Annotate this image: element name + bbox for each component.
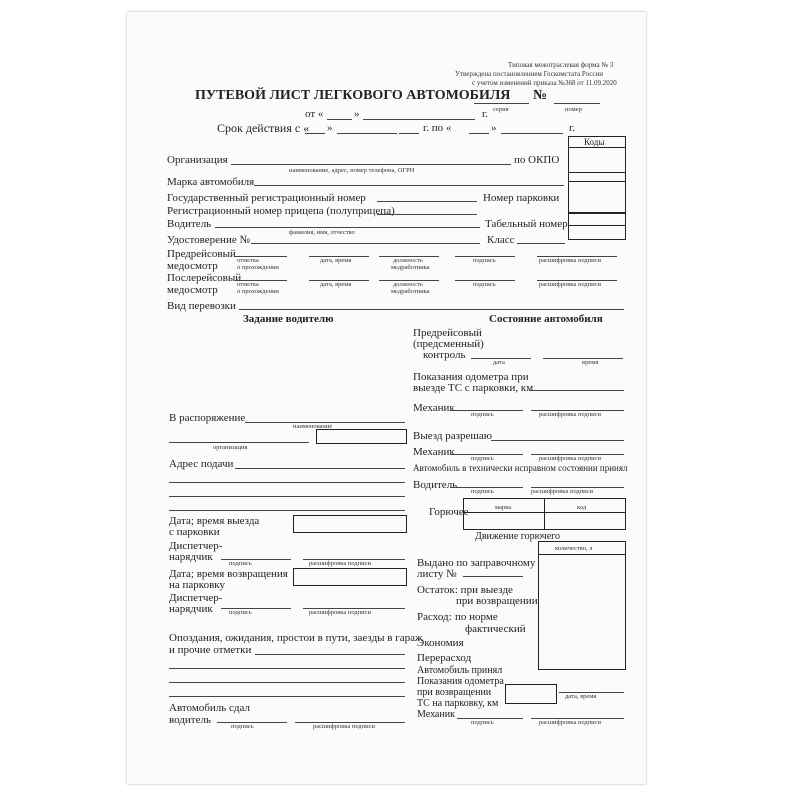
pickup-address-label: Адрес подачи	[169, 458, 234, 470]
trailer-label: Регистрационный номер прицепа (полуприцепа)	[167, 205, 395, 217]
delays-label-1: Опоздания, ожидания, простои в пути, заезды в гараж	[169, 632, 423, 644]
fuel-brand-hint: марка	[495, 504, 512, 511]
transport-type-label: Вид перевозки	[167, 300, 236, 312]
document-title: ПУТЕВОЙ ЛИСТ ЛЕГКОВОГО АВТОМОБИЛЯ	[195, 88, 511, 103]
posttrip-sign-decode-hint: расшифровка подписи	[539, 281, 602, 288]
fuel-movement-label: Движение горючего	[475, 531, 561, 542]
organization-label: Организация	[167, 154, 228, 166]
year-suffix-2: г.	[569, 122, 576, 134]
dispatcher-sign-hint: подпись	[229, 560, 252, 567]
number-sign: №	[533, 88, 548, 103]
from-label: от «	[305, 108, 324, 120]
number-field[interactable]	[554, 103, 600, 104]
transport-type-field[interactable]	[239, 309, 624, 310]
odo-out-label-2: выезде ТС с парковки, км	[413, 382, 534, 394]
fuel-table	[463, 498, 626, 530]
driver2-label: Водитель	[413, 479, 458, 491]
departure-datetime-box[interactable]	[293, 515, 407, 533]
form-changes-line: с учетом изменений приказа №368 от 11.09.2020	[472, 79, 617, 87]
dispatcher-label-2: нарядчик	[169, 551, 213, 563]
mechanic-sign-hint: подпись	[471, 411, 494, 418]
handed-sign-hint: подпись	[231, 723, 254, 730]
pretrip-position-hint-1: должность	[393, 257, 423, 264]
okpo-label: по ОКПО	[514, 154, 560, 166]
validity-label: Срок действия с «	[217, 121, 310, 135]
consumption-label-3: фактический	[465, 623, 526, 635]
overuse-label: Перерасход	[417, 652, 472, 664]
pickup-address-field-2[interactable]	[169, 482, 405, 483]
odo-out-label-1: Показания одометра при	[413, 371, 529, 383]
validity-from-month[interactable]	[337, 133, 397, 134]
precheck-date-hint: дата	[493, 359, 505, 366]
mechanic-decode-hint: расшифровка подписи	[539, 411, 602, 418]
precheck-label-2: (предсменный)	[413, 338, 484, 350]
delays-field-3[interactable]	[169, 682, 405, 683]
posttrip-med-label-2: медосмотр	[167, 284, 218, 296]
remain-label-2: при возвращении	[456, 595, 538, 607]
consumption-label-2: по норме	[455, 611, 498, 623]
driver2-sign-hint: подпись	[471, 488, 494, 495]
mechanic-label: Механик	[413, 402, 455, 414]
odo-ret-label-3: ТС на парковку, км	[417, 698, 499, 709]
odo-ret-label-2: при возвращении	[417, 687, 492, 698]
car-ok-label: Автомобиль в технически исправном состоянии принял	[413, 463, 628, 473]
pickup-address-field-3[interactable]	[169, 496, 405, 497]
pretrip-sign-decode-hint: расшифровка подписи	[539, 257, 602, 264]
return-datetime-box[interactable]	[293, 568, 407, 586]
class-field[interactable]	[517, 243, 565, 244]
mechanic2-decode-hint: расшифровка подписи	[539, 455, 602, 462]
dispatcher-decode-hint: расшифровка подписи	[309, 560, 372, 567]
pretrip-datetime-hint: дата, время	[320, 257, 352, 264]
quantity-hint: количество, л	[555, 545, 593, 552]
driver2-decode-hint: расшифровка подписи	[531, 488, 594, 495]
pretrip-mark-hint-2: о прохождении	[237, 264, 279, 271]
car-brand-label: Марка автомобиля	[167, 176, 255, 188]
dispatcher2-label-1: Диспетчер-	[169, 592, 223, 604]
driver-label: Водитель	[167, 218, 212, 230]
state-reg-label: Государственный регистрационный номер	[167, 192, 366, 204]
delays-label-2: и прочие отметки	[169, 644, 252, 656]
economy-label: Экономия	[417, 637, 464, 649]
odo-ret-datetime-hint: дата, время	[565, 693, 597, 700]
trailer-field[interactable]	[377, 214, 477, 215]
precheck-label-1: Предрейсовый	[413, 327, 482, 339]
mechanic3-sign-hint: подпись	[471, 719, 494, 726]
return-label-1: Дата; время возвращения	[169, 568, 288, 580]
name-hint: наименование	[293, 423, 333, 430]
series-hint: серия	[493, 106, 509, 113]
form-approved-line: Утверждена постановлением Госкомстата России	[455, 70, 603, 78]
odo-out-field[interactable]	[529, 390, 624, 391]
mechanic3-label: Механик	[417, 709, 455, 720]
quote-close-3: »	[491, 122, 497, 134]
issued-number-field[interactable]	[463, 576, 523, 577]
issued-label-1: Выдано по заправочному	[417, 557, 536, 569]
posttrip-med-label-1: Послерейсовый	[167, 272, 242, 284]
car-accepted-label: Автомобиль принял	[417, 665, 503, 676]
codes-box-3	[568, 212, 626, 240]
odo-ret-box[interactable]	[505, 684, 557, 704]
organization-line[interactable]	[169, 442, 309, 443]
consumption-label-1: Расход:	[417, 611, 452, 623]
validity-to-label: г. по «	[423, 122, 452, 134]
mechanic2-sign-hint: подпись	[471, 455, 494, 462]
dispatcher-label-1: Диспетчер-	[169, 540, 223, 552]
license-label: Удостоверение №	[167, 234, 250, 246]
odo-ret-label-1: Показания одометра	[417, 676, 504, 687]
posttrip-datetime-hint: дата, время	[320, 281, 352, 288]
pretrip-med-label-1: Предрейсовый	[167, 248, 236, 260]
quote-close-2: »	[327, 122, 333, 134]
handed-label-2: водитель	[169, 714, 211, 726]
validity-from-year[interactable]	[399, 133, 419, 134]
delays-field-4[interactable]	[169, 696, 405, 697]
fuel-label: Горючее	[429, 506, 469, 518]
parking-number-label: Номер парковки	[483, 192, 560, 204]
precheck-label-3: контроль	[423, 349, 466, 361]
number-hint: номер	[565, 106, 582, 113]
dispatcher2-sign-hint: подпись	[229, 609, 252, 616]
codes-label: Коды	[584, 137, 605, 147]
fuel-quantity-table	[538, 541, 626, 670]
handed-label-1: Автомобиль сдал	[169, 702, 250, 714]
departure-label-1: Дата; время выезда	[169, 515, 260, 527]
issued-label-2: листу №	[417, 568, 457, 580]
return-label-2: на парковку	[169, 579, 225, 591]
precheck-time-hint: время	[582, 359, 599, 366]
pickup-address-field-4[interactable]	[169, 510, 405, 511]
state-reg-field[interactable]	[377, 201, 477, 202]
codes-box-2	[568, 172, 626, 214]
at-disposal-label: В распоряжение	[169, 412, 246, 424]
delays-field-2[interactable]	[169, 668, 405, 669]
posttrip-position-hint-1: должность	[393, 281, 423, 288]
exit-allowed-field[interactable]	[491, 440, 624, 441]
handed-decode-hint: расшифровка подписи	[313, 723, 376, 730]
from-month-field[interactable]	[363, 119, 475, 120]
exit-allowed-label: Выезд разрешаю	[413, 430, 492, 442]
mechanic3-decode-hint: расшифровка подписи	[539, 719, 602, 726]
pretrip-med-label-2: медосмотр	[167, 260, 218, 272]
validity-from-day[interactable]	[305, 133, 325, 134]
validity-to-month[interactable]	[501, 133, 563, 134]
organization-hint-left: организация	[213, 444, 248, 451]
pretrip-sign-hint: подпись	[473, 257, 496, 264]
posttrip-position-hint-2: медработника	[391, 288, 430, 295]
remain-label-1: Остаток: при выезде	[417, 584, 513, 596]
license-field[interactable]	[251, 243, 480, 244]
waybill-form-sheet	[127, 12, 646, 784]
state-title: Состояние автомобиля	[489, 313, 603, 325]
pickup-address-field-1[interactable]	[235, 468, 405, 469]
driver-hint: фамилия, имя, отчество	[289, 229, 355, 236]
organization-hint: наименование, адрес, номер телефона, ОГРН	[289, 167, 415, 174]
dispatcher2-decode-hint: расшифровка подписи	[309, 609, 372, 616]
departure-label-2: с парковки	[169, 526, 220, 538]
form-type-line: Типовая межотраслевая форма № 3	[508, 61, 614, 69]
car-brand-field[interactable]	[254, 185, 564, 186]
delays-field-1[interactable]	[255, 654, 405, 655]
posttrip-mark-hint-1: отметка	[237, 281, 259, 288]
dispatcher2-label-2: нарядчик	[169, 603, 213, 615]
organization-field[interactable]	[231, 164, 511, 165]
at-disposal-code-box[interactable]	[316, 429, 407, 444]
quote-close: »	[354, 108, 360, 120]
tabel-number-label: Табельный номер	[485, 218, 568, 230]
class-label: Класс	[487, 234, 515, 246]
pretrip-mark-hint-1: отметка	[237, 257, 259, 264]
from-day-field[interactable]	[327, 119, 352, 120]
pretrip-position-hint-2: медработника	[391, 264, 430, 271]
task-title: Задание водителю	[243, 313, 334, 325]
mechanic2-label: Механик	[413, 446, 455, 458]
validity-to-day[interactable]	[469, 133, 489, 134]
fuel-code-hint: код	[577, 504, 587, 511]
series-field[interactable]	[474, 103, 529, 104]
posttrip-sign-hint: подпись	[473, 281, 496, 288]
posttrip-mark-hint-2: о прохождении	[237, 288, 279, 295]
driver-field[interactable]	[215, 227, 480, 228]
year-suffix: г.	[482, 108, 489, 120]
